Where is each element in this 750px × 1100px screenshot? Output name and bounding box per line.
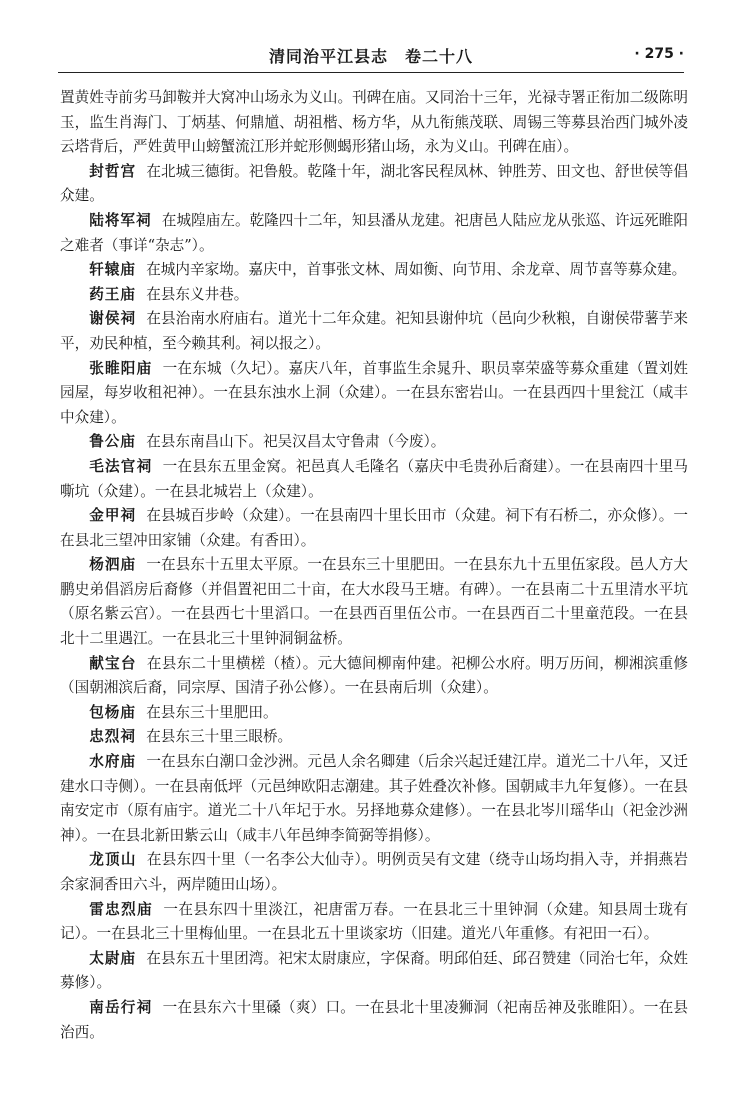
entry-name: 雷忠烈庙	[89, 900, 154, 918]
entry-text: 在县东五十里团湾。祀宋太尉康应，字保裔。明邱伯廷、邱召赞建（同治七年，众姓募修）。	[60, 949, 688, 992]
entry-text: 一在县东四十里淡江，祀唐雷万春。一在县北三十里钟洞（众建。知县周士珑有记）。一在县北三十里梅仙里。一在县北五十里谈家坊（旧建。道光八年重修。有祀田一石）。	[60, 900, 688, 943]
entry-paragraph	[60, 725, 688, 750]
entry-text: 在县东南昌山下。祀吴汉昌太守鲁肃（今废）。	[146, 433, 446, 451]
entry-name: 鲁公庙	[89, 433, 136, 451]
entry-paragraph	[60, 701, 688, 726]
page-header	[58, 40, 684, 70]
entry-paragraph	[60, 307, 688, 356]
entry-text: 一在县东五里金窝。祀邑真人毛隆名（嘉庆中毛贵孙后裔建）。一在县南四十里马嘶坑（众建）。一在县北城岩上（众建）。	[60, 457, 688, 500]
entry-name: 忠烈祠	[89, 728, 136, 746]
entry-name: 药王庙	[89, 285, 136, 303]
entry-text: 置黄姓寺前劣马卸鞍并大窝冲山场永为义山。刊碑在庙。又同治十三年，光禄寺署正衔加二级陈明玉，监生肖海门、丁炳基、何鼎馗、胡祖楷、杨方华，从九衔熊茂联、周锡三等募县治西门城外凌云塔背后，严姓黄甲山螃蟹流江形并蛇形侧蝎形猪山场，永为义山。刊碑在庙）。	[60, 89, 688, 156]
entry-text: 在县东二十里横槎（楂）。元大德间柳南仲建。祀柳公水府。明万历间，柳湘滨重修（国朝湘滨后裔，同宗厚、国清子孙公修）。一在县南后圳（众建）。	[60, 654, 688, 697]
entry-paragraph	[60, 553, 688, 651]
entry-text: 在县治南水府庙右。道光十二年众建。祀知县谢仲坑（邑向少秋粮，自谢侯带薯芋来平，劝民种植，至今赖其利。祠以报之）。	[60, 310, 688, 352]
entry-name: 封哲宫	[89, 162, 137, 180]
continuation-paragraph	[60, 86, 688, 160]
entry-name: 金甲祠	[89, 507, 137, 525]
entry-paragraph	[60, 898, 688, 947]
entry-text: 一在县东十五里太平原。一在县东三十里肥田。一在县东九十五里伍家段。邑人方大鹏史弟倡滔房后裔修（并倡置祀田二十亩，在大水段马王塘。有碑）。一在县南二十五里清水平坑（原名紫云宫）。一在县西七十里滔口。一在县西百里伍公市。一在县西百二十里童范段。一在县北十二里遇江。一在县北三十里钟洞铜盆桥。	[60, 556, 688, 648]
entry-paragraph	[60, 947, 688, 996]
entry-name: 轩辕庙	[89, 261, 136, 279]
header-rule	[58, 72, 684, 73]
entry-name: 南岳行祠	[89, 998, 153, 1016]
entry-text: 一在县东六十里磉（爽）口。一在县北十里凌狮洞（祀南岳神及张睢阳）。一在县治西。	[60, 998, 688, 1041]
entry-name: 水府庙	[89, 753, 137, 771]
entry-paragraph	[60, 209, 688, 258]
entry-text: 在县东义井巷。	[146, 285, 249, 303]
entry-text: 在县东三十里三眼桥。	[146, 728, 293, 746]
entry-text: 在北城三德街。祀鲁般。乾隆十年，湖北客民程凤林、钟胜芳、田文也、舒世侯等倡众建。	[60, 162, 688, 205]
entry-paragraph	[60, 430, 688, 455]
entry-paragraph	[60, 455, 688, 504]
entry-text: 一在东城（久圮）。嘉庆八年，首事监生余晁升、职员辜荣盛等募众重建（置刘姓园屋，每岁收租祀神）。一在县东浊水上洞（众建）。一在县东密岩山。一在县西四十里瓮江（咸丰中众建）。	[60, 359, 688, 426]
entry-text: 在城隍庙左。乾隆四十二年，知县潘从龙建。祀唐邑人陆应龙从张巡、许远死睢阳之难者（事详“杂志”）。	[60, 211, 688, 254]
entry-name: 谢侯祠	[89, 310, 137, 328]
entry-text: 在县东三十里肥田。	[146, 703, 278, 721]
entry-name: 毛法官祠	[89, 457, 153, 475]
entry-paragraph	[60, 504, 688, 553]
entry-text: 在城内辛家坳。嘉庆中，首事张文林、周如衡、向节用、余龙章、周节喜等募众建。	[146, 261, 687, 279]
running-title: 清同治平江县志 卷二十八	[268, 47, 473, 66]
entry-name: 龙顶山	[89, 851, 137, 869]
entry-name: 献宝台	[89, 654, 137, 672]
entry-paragraph	[60, 848, 688, 897]
entry-paragraph	[60, 160, 688, 209]
entry-paragraph	[60, 652, 688, 701]
entry-name: 太尉庙	[89, 949, 137, 967]
body-text	[60, 86, 688, 1045]
entry-paragraph	[60, 258, 688, 283]
entry-name: 陆将军祠	[89, 211, 152, 229]
entry-paragraph	[60, 996, 688, 1045]
entry-text: 在县城百步岭（众建）。一在县南四十里长田市（众建。祠下有石桥二，亦众修）。一在县北三望冲田家铺（众建。有香田）。	[60, 507, 688, 549]
entry-name: 包杨庙	[89, 703, 136, 721]
entry-text: 一在县东白潮口金沙洲。元邑人余名卿建（后余兴起迁建江岸。道光二十八年，又迁建水口寺侧）。一在县南低坪（元邑绅欧阳志潮建。其子姓叠次补修。国朝咸丰九年复修）。一在县南安定市（原有庙宇。道光二十八年圮于水。另择地募众建修）。一在县北岑川瑶华山（祀金沙洲神）。一在县北新田紫云山（咸丰八年邑绅李简弼等捐修）。	[60, 753, 688, 844]
entry-text: 在县东四十里（一名李公大仙寺）。明例贡吴有文建（绕寺山场均捐入寺，并捐燕岩余家洞香田六斗，两岸随田山场）。	[60, 851, 688, 893]
page-number: · 275 ·	[634, 46, 684, 62]
entry-paragraph	[60, 357, 688, 431]
entry-paragraph	[60, 750, 688, 848]
entry-paragraph	[60, 283, 688, 308]
entry-name: 张睢阳庙	[89, 359, 153, 377]
entry-name: 杨泗庙	[89, 556, 137, 574]
